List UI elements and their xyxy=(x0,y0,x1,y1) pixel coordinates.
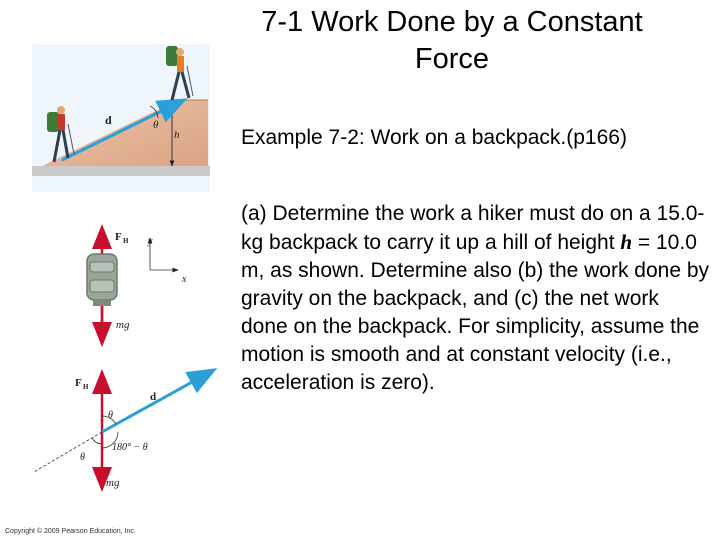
backpack-label-mg: mg xyxy=(116,319,130,331)
backpack-label-fh: F xyxy=(115,231,122,243)
hill-figure xyxy=(32,44,210,192)
vector-displacement-arrow xyxy=(102,371,212,432)
backpack-label-fh-sub: H xyxy=(123,237,129,245)
slide-title: 7-1 Work Done by a Constant Force xyxy=(261,6,643,75)
copyright-notice: Copyright © 2009 Pearson Education, Inc. xyxy=(5,528,136,535)
vector-label-d: d xyxy=(150,391,157,403)
hill-label-d: d xyxy=(105,113,112,127)
backpack-icon xyxy=(87,254,117,306)
example-subtitle: Example 7-2: Work on a backpack.(p166) xyxy=(241,126,627,149)
vector-label-theta-bottom: θ xyxy=(80,452,85,463)
vector-label-fh: F xyxy=(75,377,82,389)
problem-text-part2: = 10.0 m, as shown. Determine also (b) the work done by gravity on the backpack, and (c) the net work done on the backpack. For simplicity, assume the motion is smooth and at constant velocity (i.e., acceleration is zero). xyxy=(241,231,710,394)
backpack-force-figure xyxy=(87,229,187,342)
height-variable: h xyxy=(620,230,633,254)
axis-label-y: y xyxy=(148,236,153,247)
vector-label-fh-sub: H xyxy=(83,383,89,391)
hill-label-h: h xyxy=(174,129,180,141)
problem-text-part1: (a) Determine the work a hiker must do on a 15.0-kg backpack to carry it up a hill of height xyxy=(241,202,705,254)
displacement-extension-line xyxy=(34,432,102,472)
axis-label-x: x xyxy=(182,274,187,285)
hill-label-theta: θ xyxy=(153,119,159,131)
vector-angle-figure xyxy=(34,371,212,489)
vector-label-supplement: 180° − θ xyxy=(112,442,148,453)
vector-label-theta-top: θ xyxy=(108,410,113,421)
theta-arc-bottom xyxy=(92,438,102,444)
hill-ground xyxy=(32,166,210,176)
vector-label-mg: mg xyxy=(106,477,120,489)
